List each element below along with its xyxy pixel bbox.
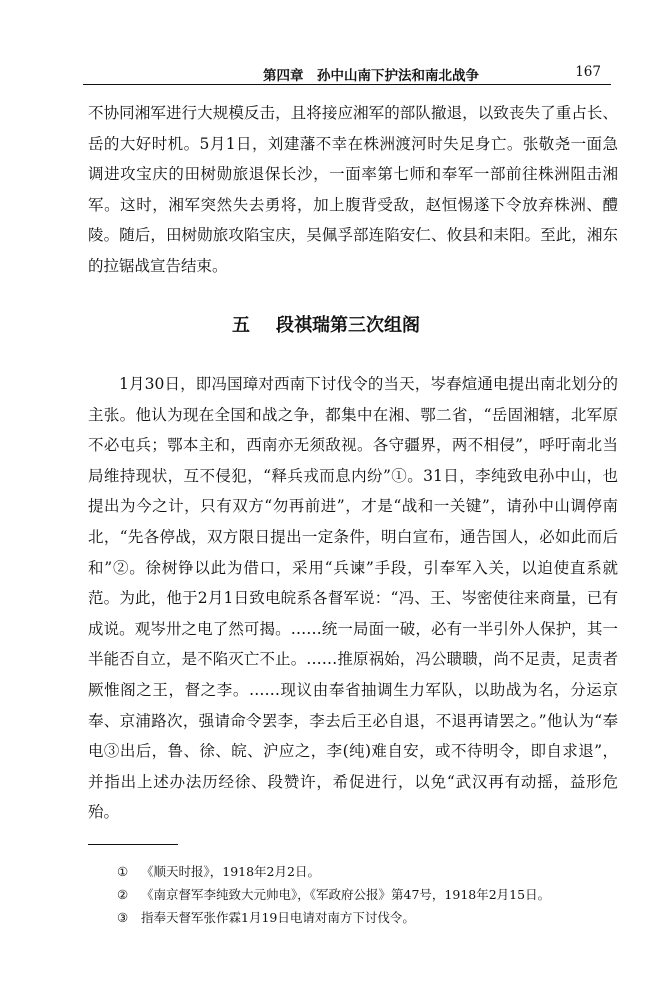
chapter-title: 第四章 孙中山南下护法和南北战争 [263,68,479,84]
footnote-text: 指奉天督军张作霖1月19日电请对南方下讨伐令。 [141,910,415,925]
body-paragraph-1: 不协同湘军进行大规模反击，且将接应湘军的部队撤退，以致丧失了重占长、岳的大好时机。5月1日，刘建藩不幸在株洲渡河时失足身亡。张敬尧一面急调进攻宝庆的田树勋旅退保长沙，一面率第七师和奉军一部前往株洲阻击湘军。这时，湘军突然失去勇将，加上腹背受敌，赵恒惕遂下令放弃株洲、醴陵。随后，田树勋旅攻陷宝庆，吴佩孚部连陷安仁、攸县和耒阳。至此，湘东的拉锯战宣告结束。 [88,104,618,275]
footnote-mark: ① [117,864,129,879]
footnote-3 [117,906,617,929]
footnote-1 [117,860,617,883]
header-rule [83,84,611,85]
footnote-mark: ② [117,887,129,902]
section-heading [0,311,652,337]
footnote-text: 《南京督军李纯致大元帅电》，《军政府公报》第47号，1918年2月15日。 [141,887,551,902]
section-number: 五 [232,315,250,336]
footnote-rule [88,844,178,845]
page-number: 167 [575,64,601,80]
footnote-text: 《顺天时报》，1918年2月2日。 [141,864,320,879]
footnote-2 [117,883,617,906]
footnotes [117,860,617,929]
footnote-mark: ③ [117,910,129,925]
body-paragraph-2: 1月30日，即冯国璋对西南下讨伐令的当天，岑春煊通电提出南北划分的主张。他认为现在全国和战之争，都集中在湘、鄂二省，“岳固湘辖，北军原不必屯兵；鄂本主和，西南亦无须敌视。各守疆界，两不相侵”，呼吁南北当局维持现状，互不侵犯，“释兵戎而息内纷”①。31日，李纯致电孙中山，也提出为今之计，只有双方“勿再前进”，才是“战和一关键”，请孙中山调停南北，“先各停战，双方限日提出一定条件，明白宣布，通告国人，必如此而后和”②。徐树铮以此为借口，采用“兵谏”手段，引奉军入关，以迫使直系就范。为此，他于2月1日致电皖系各督军说：“冯、王、岑密使往来商量，已有成说。观岑卅之电了然可揭。……统一局面一破，必有一半引外人保护，其一半能否自立，是不陷灭亡不止。……推原祸始，冯公聩聩，尚不足责，足责者厥惟阁之王，督之李。……现议由奉省抽调生力军队，以助战为名，分运京奉、京浦路次，强请命令罢李，李去后王必自退，不退再请罢之。”他认为“奉电③出后，鲁、徐、皖、沪应之，李(纯)难自安，或不待明令，即自求退”，并指出上述办法历经徐、段赞许，希促进行，以免“武汉再有动摇，益形危殆。 [88,375,618,822]
running-header [83,58,611,88]
section-title-text: 段祺瑞第三次组阁 [276,315,420,336]
